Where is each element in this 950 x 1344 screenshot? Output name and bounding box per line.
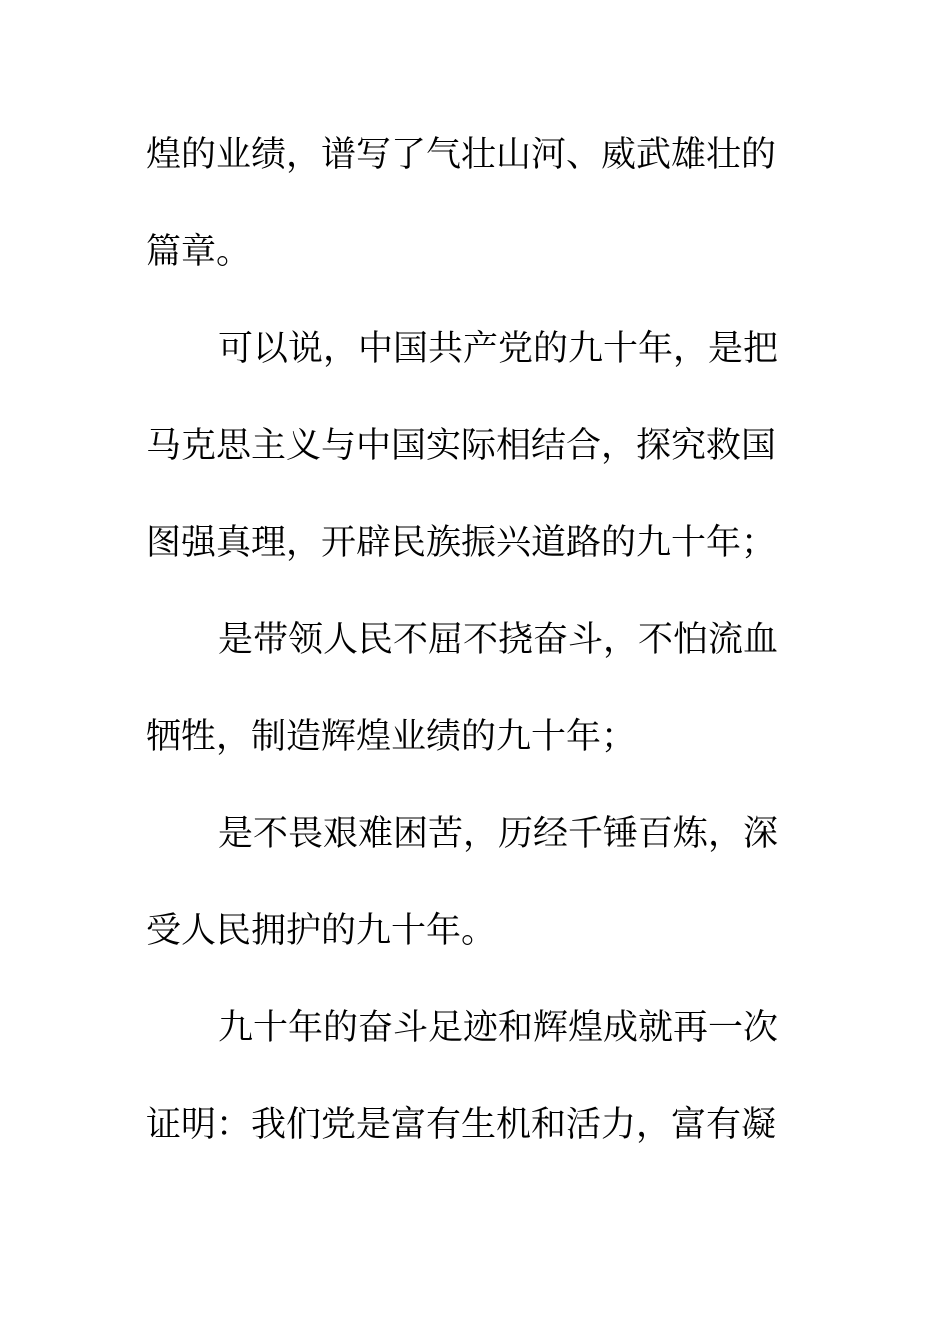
paragraph-start-line: 是不畏艰难困苦，历经千锤百炼，深: [218, 814, 779, 854]
text-line: 图强真理，开辟民族振兴道路的九十年；: [146, 523, 777, 563]
paragraph-start-line: 是带领人民不屈不挠奋斗，不怕流血: [218, 620, 779, 660]
text-line: 受人民拥护的九十年。: [146, 911, 497, 951]
paragraph-start-line: 九十年的奋斗足迹和辉煌成就再一次: [218, 1008, 779, 1048]
text-line: 证明：我们党是富有生机和活力，富有凝: [146, 1105, 777, 1145]
text-line: 篇章。: [146, 232, 252, 272]
text-line: 煌的业绩，谱写了气壮山河、威武雄壮的: [146, 135, 777, 175]
text-line: 牺牲，制造辉煌业绩的九十年；: [146, 717, 637, 757]
paragraph-start-line: 可以说，中国共产党的九十年，是把: [218, 329, 779, 369]
text-line: 马克思主义与中国实际相结合，探究救国: [146, 426, 777, 466]
body-text: [146, 125, 806, 1192]
